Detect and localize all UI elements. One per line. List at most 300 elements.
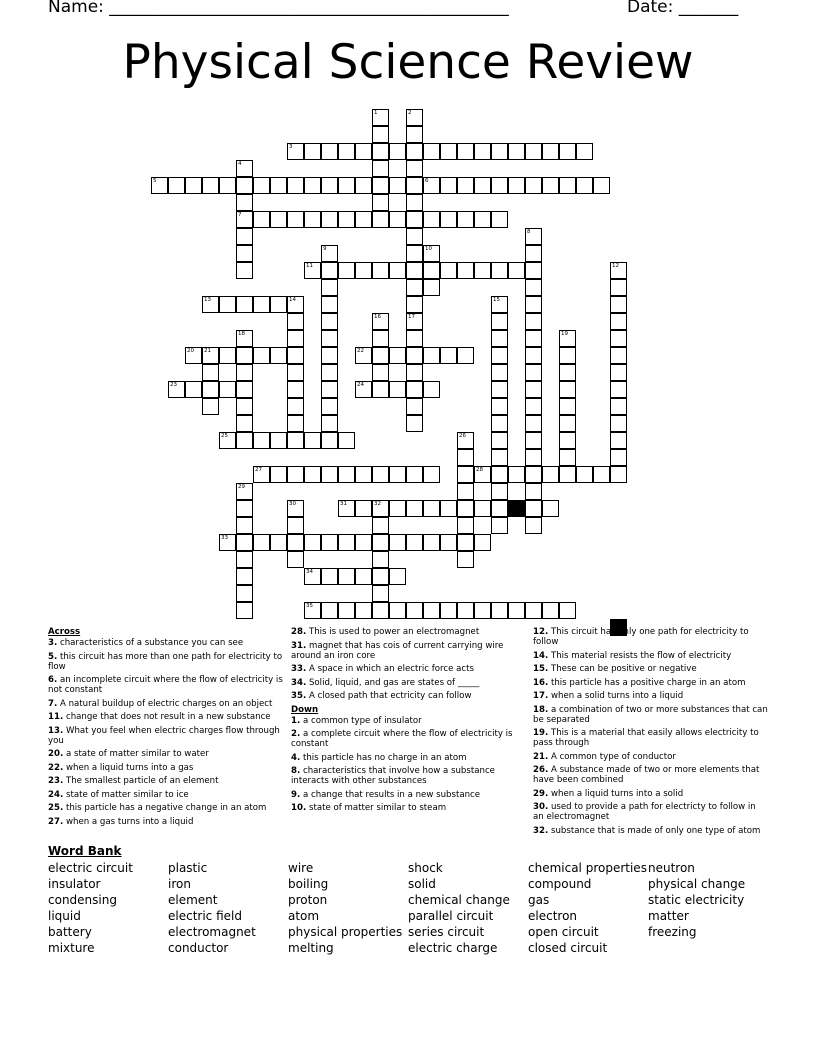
grid-cell[interactable] bbox=[440, 211, 457, 228]
grid-cell[interactable] bbox=[372, 585, 389, 602]
grid-cell[interactable] bbox=[372, 262, 389, 279]
grid-cell[interactable] bbox=[321, 245, 338, 262]
grid-cell[interactable] bbox=[491, 449, 508, 466]
grid-cell[interactable] bbox=[406, 500, 423, 517]
grid-cell[interactable] bbox=[610, 313, 627, 330]
grid-cell[interactable] bbox=[236, 568, 253, 585]
grid-cell[interactable] bbox=[406, 177, 423, 194]
grid-cell[interactable] bbox=[355, 177, 372, 194]
grid-cell[interactable] bbox=[321, 296, 338, 313]
grid-cell[interactable] bbox=[287, 364, 304, 381]
grid-cell[interactable] bbox=[440, 177, 457, 194]
grid-cell[interactable] bbox=[423, 534, 440, 551]
grid-cell[interactable] bbox=[304, 466, 321, 483]
grid-cell[interactable] bbox=[491, 347, 508, 364]
grid-cell[interactable] bbox=[236, 194, 253, 211]
grid-cell[interactable] bbox=[508, 143, 525, 160]
grid-cell[interactable] bbox=[338, 466, 355, 483]
grid-cell[interactable] bbox=[236, 398, 253, 415]
grid-cell[interactable] bbox=[372, 517, 389, 534]
grid-cell[interactable] bbox=[559, 432, 576, 449]
grid-cell[interactable] bbox=[372, 364, 389, 381]
grid-cell[interactable] bbox=[440, 347, 457, 364]
grid-cell[interactable] bbox=[406, 126, 423, 143]
grid-cell[interactable] bbox=[355, 466, 372, 483]
grid-cell[interactable] bbox=[406, 347, 423, 364]
grid-cell[interactable] bbox=[287, 415, 304, 432]
grid-cell[interactable] bbox=[321, 347, 338, 364]
grid-cell[interactable] bbox=[525, 228, 542, 245]
grid-cell[interactable] bbox=[270, 211, 287, 228]
name-field[interactable]: Name: _______________________________________________ bbox=[48, 0, 509, 17]
grid-cell[interactable] bbox=[355, 381, 372, 398]
grid-cell[interactable] bbox=[457, 143, 474, 160]
grid-cell[interactable] bbox=[508, 602, 525, 619]
grid-cell[interactable] bbox=[474, 211, 491, 228]
grid-cell[interactable] bbox=[491, 415, 508, 432]
grid-cell[interactable] bbox=[457, 449, 474, 466]
grid-cell[interactable] bbox=[542, 500, 559, 517]
grid-cell[interactable] bbox=[406, 262, 423, 279]
grid-cell[interactable] bbox=[287, 534, 304, 551]
grid-cell[interactable] bbox=[525, 364, 542, 381]
grid-cell[interactable] bbox=[423, 466, 440, 483]
grid-cell[interactable] bbox=[491, 500, 508, 517]
grid-cell[interactable] bbox=[457, 602, 474, 619]
grid-cell[interactable] bbox=[542, 143, 559, 160]
grid-cell[interactable] bbox=[219, 296, 236, 313]
grid-cell[interactable] bbox=[423, 211, 440, 228]
grid-cell[interactable] bbox=[236, 177, 253, 194]
grid-cell[interactable] bbox=[372, 160, 389, 177]
grid-cell[interactable] bbox=[236, 211, 253, 228]
grid-cell[interactable] bbox=[202, 381, 219, 398]
grid-cell[interactable] bbox=[474, 262, 491, 279]
grid-cell[interactable] bbox=[338, 568, 355, 585]
grid-cell[interactable] bbox=[236, 228, 253, 245]
grid-cell[interactable] bbox=[236, 483, 253, 500]
grid-cell[interactable] bbox=[236, 500, 253, 517]
grid-cell[interactable] bbox=[491, 143, 508, 160]
grid-cell[interactable] bbox=[525, 330, 542, 347]
grid-cell[interactable] bbox=[270, 296, 287, 313]
grid-cell[interactable] bbox=[491, 398, 508, 415]
grid-cell[interactable] bbox=[321, 364, 338, 381]
grid-cell[interactable] bbox=[253, 466, 270, 483]
grid-cell[interactable] bbox=[304, 534, 321, 551]
grid-cell[interactable] bbox=[406, 296, 423, 313]
grid-cell[interactable] bbox=[559, 398, 576, 415]
grid-cell[interactable] bbox=[423, 500, 440, 517]
grid-cell[interactable] bbox=[576, 177, 593, 194]
grid-cell[interactable] bbox=[372, 602, 389, 619]
grid-cell[interactable] bbox=[185, 347, 202, 364]
grid-cell[interactable] bbox=[423, 143, 440, 160]
grid-cell[interactable] bbox=[236, 364, 253, 381]
grid-cell[interactable] bbox=[304, 143, 321, 160]
grid-cell[interactable] bbox=[236, 551, 253, 568]
grid-cell[interactable] bbox=[321, 568, 338, 585]
grid-cell[interactable] bbox=[236, 415, 253, 432]
grid-cell[interactable] bbox=[542, 466, 559, 483]
grid-cell[interactable] bbox=[491, 381, 508, 398]
grid-cell[interactable] bbox=[321, 602, 338, 619]
grid-cell[interactable] bbox=[525, 347, 542, 364]
grid-cell[interactable] bbox=[355, 262, 372, 279]
grid-cell[interactable] bbox=[372, 126, 389, 143]
grid-cell[interactable] bbox=[610, 330, 627, 347]
grid-cell[interactable] bbox=[151, 177, 168, 194]
grid-cell[interactable] bbox=[457, 466, 474, 483]
grid-cell[interactable] bbox=[491, 432, 508, 449]
grid-cell[interactable] bbox=[287, 398, 304, 415]
grid-cell[interactable] bbox=[406, 279, 423, 296]
grid-cell[interactable] bbox=[491, 364, 508, 381]
grid-cell[interactable] bbox=[355, 143, 372, 160]
grid-cell[interactable] bbox=[525, 432, 542, 449]
grid-cell[interactable] bbox=[457, 534, 474, 551]
grid-cell[interactable] bbox=[423, 347, 440, 364]
grid-cell[interactable] bbox=[185, 177, 202, 194]
grid-cell[interactable] bbox=[525, 313, 542, 330]
grid-cell[interactable] bbox=[389, 143, 406, 160]
grid-cell[interactable] bbox=[236, 347, 253, 364]
grid-cell[interactable] bbox=[576, 466, 593, 483]
grid-cell[interactable] bbox=[508, 466, 525, 483]
grid-cell[interactable] bbox=[525, 500, 542, 517]
grid-cell[interactable] bbox=[474, 466, 491, 483]
grid-cell[interactable] bbox=[525, 466, 542, 483]
grid-cell[interactable] bbox=[406, 160, 423, 177]
grid-cell[interactable] bbox=[304, 262, 321, 279]
grid-cell[interactable] bbox=[236, 381, 253, 398]
grid-cell[interactable] bbox=[525, 245, 542, 262]
grid-cell[interactable] bbox=[559, 449, 576, 466]
grid-cell[interactable] bbox=[610, 296, 627, 313]
grid-cell[interactable] bbox=[559, 347, 576, 364]
grid-cell[interactable] bbox=[202, 347, 219, 364]
grid-cell[interactable] bbox=[406, 228, 423, 245]
grid-cell[interactable] bbox=[474, 534, 491, 551]
grid-cell[interactable] bbox=[219, 381, 236, 398]
grid-cell[interactable] bbox=[474, 177, 491, 194]
grid-cell[interactable] bbox=[525, 415, 542, 432]
grid-cell[interactable] bbox=[304, 568, 321, 585]
grid-cell[interactable] bbox=[338, 432, 355, 449]
grid-cell[interactable] bbox=[287, 466, 304, 483]
grid-cell[interactable] bbox=[287, 381, 304, 398]
grid-cell[interactable] bbox=[338, 602, 355, 619]
grid-cell[interactable] bbox=[304, 602, 321, 619]
grid-cell[interactable] bbox=[406, 398, 423, 415]
grid-cell[interactable] bbox=[525, 398, 542, 415]
grid-cell[interactable] bbox=[287, 500, 304, 517]
grid-cell[interactable] bbox=[491, 313, 508, 330]
grid-cell[interactable] bbox=[372, 551, 389, 568]
grid-cell[interactable] bbox=[287, 143, 304, 160]
grid-cell[interactable] bbox=[168, 177, 185, 194]
grid-cell[interactable] bbox=[389, 381, 406, 398]
grid-cell[interactable] bbox=[389, 262, 406, 279]
grid-cell[interactable] bbox=[372, 143, 389, 160]
grid-cell[interactable] bbox=[525, 296, 542, 313]
grid-cell[interactable] bbox=[270, 347, 287, 364]
grid-cell[interactable] bbox=[219, 432, 236, 449]
grid-cell[interactable] bbox=[406, 313, 423, 330]
grid-cell[interactable] bbox=[559, 415, 576, 432]
grid-cell[interactable] bbox=[474, 602, 491, 619]
grid-cell[interactable] bbox=[338, 177, 355, 194]
grid-cell[interactable] bbox=[389, 602, 406, 619]
grid-cell[interactable] bbox=[355, 347, 372, 364]
grid-cell[interactable] bbox=[576, 143, 593, 160]
grid-cell[interactable] bbox=[457, 500, 474, 517]
grid-cell[interactable] bbox=[406, 415, 423, 432]
grid-cell[interactable] bbox=[321, 313, 338, 330]
grid-cell[interactable] bbox=[610, 364, 627, 381]
grid-cell[interactable] bbox=[525, 143, 542, 160]
grid-cell[interactable] bbox=[372, 313, 389, 330]
grid-cell[interactable] bbox=[406, 534, 423, 551]
grid-cell[interactable] bbox=[491, 330, 508, 347]
grid-cell[interactable] bbox=[440, 143, 457, 160]
grid-cell[interactable] bbox=[406, 381, 423, 398]
grid-cell[interactable] bbox=[389, 568, 406, 585]
grid-cell[interactable] bbox=[593, 466, 610, 483]
grid-cell[interactable] bbox=[287, 330, 304, 347]
grid-cell[interactable] bbox=[389, 177, 406, 194]
grid-cell[interactable] bbox=[202, 177, 219, 194]
grid-cell[interactable] bbox=[338, 534, 355, 551]
grid-cell[interactable] bbox=[542, 602, 559, 619]
grid-cell[interactable] bbox=[525, 381, 542, 398]
grid-cell[interactable] bbox=[372, 568, 389, 585]
grid-cell[interactable] bbox=[236, 602, 253, 619]
grid-cell[interactable] bbox=[253, 296, 270, 313]
grid-cell[interactable] bbox=[321, 432, 338, 449]
grid-cell[interactable] bbox=[559, 466, 576, 483]
grid-cell[interactable] bbox=[372, 534, 389, 551]
grid-cell[interactable] bbox=[338, 262, 355, 279]
grid-cell[interactable] bbox=[423, 381, 440, 398]
grid-cell[interactable] bbox=[508, 177, 525, 194]
grid-cell[interactable] bbox=[287, 296, 304, 313]
grid-cell[interactable] bbox=[287, 432, 304, 449]
grid-cell[interactable] bbox=[355, 500, 372, 517]
grid-cell[interactable] bbox=[457, 432, 474, 449]
grid-cell[interactable] bbox=[219, 534, 236, 551]
grid-cell[interactable] bbox=[525, 483, 542, 500]
grid-cell[interactable] bbox=[610, 279, 627, 296]
grid-cell[interactable] bbox=[287, 517, 304, 534]
grid-cell[interactable] bbox=[236, 585, 253, 602]
grid-cell[interactable] bbox=[287, 211, 304, 228]
grid-cell[interactable] bbox=[423, 262, 440, 279]
grid-cell[interactable] bbox=[185, 381, 202, 398]
grid-cell[interactable] bbox=[321, 143, 338, 160]
grid-cell[interactable] bbox=[406, 211, 423, 228]
grid-cell[interactable] bbox=[440, 262, 457, 279]
grid-cell[interactable] bbox=[202, 364, 219, 381]
grid-cell[interactable] bbox=[610, 398, 627, 415]
grid-cell[interactable] bbox=[542, 177, 559, 194]
grid-cell[interactable] bbox=[406, 466, 423, 483]
grid-cell[interactable] bbox=[559, 177, 576, 194]
grid-cell[interactable] bbox=[389, 534, 406, 551]
grid-cell[interactable] bbox=[236, 160, 253, 177]
grid-cell[interactable] bbox=[219, 347, 236, 364]
grid-cell[interactable] bbox=[321, 466, 338, 483]
grid-cell[interactable] bbox=[406, 109, 423, 126]
grid-cell[interactable] bbox=[457, 483, 474, 500]
grid-cell[interactable] bbox=[372, 330, 389, 347]
grid-cell[interactable] bbox=[355, 534, 372, 551]
grid-cell[interactable] bbox=[236, 534, 253, 551]
grid-cell[interactable] bbox=[321, 262, 338, 279]
grid-cell[interactable] bbox=[355, 568, 372, 585]
grid-cell[interactable] bbox=[457, 551, 474, 568]
grid-cell[interactable] bbox=[457, 211, 474, 228]
date-field[interactable]: Date: _______ bbox=[627, 0, 739, 17]
grid-cell[interactable] bbox=[406, 245, 423, 262]
grid-cell[interactable] bbox=[610, 466, 627, 483]
grid-cell[interactable] bbox=[253, 347, 270, 364]
grid-cell[interactable] bbox=[525, 449, 542, 466]
grid-cell[interactable] bbox=[440, 602, 457, 619]
grid-cell[interactable] bbox=[593, 177, 610, 194]
grid-cell[interactable] bbox=[236, 330, 253, 347]
grid-cell[interactable] bbox=[236, 296, 253, 313]
grid-cell[interactable] bbox=[321, 279, 338, 296]
grid-cell[interactable] bbox=[423, 602, 440, 619]
grid-cell[interactable] bbox=[491, 296, 508, 313]
grid-cell[interactable] bbox=[372, 466, 389, 483]
grid-cell[interactable] bbox=[202, 398, 219, 415]
grid-cell[interactable] bbox=[372, 194, 389, 211]
grid-cell[interactable] bbox=[321, 534, 338, 551]
grid-cell[interactable] bbox=[440, 534, 457, 551]
grid-cell[interactable] bbox=[321, 381, 338, 398]
grid-cell[interactable] bbox=[202, 296, 219, 313]
grid-cell[interactable] bbox=[559, 602, 576, 619]
grid-cell[interactable] bbox=[491, 177, 508, 194]
grid-cell[interactable] bbox=[389, 347, 406, 364]
grid-cell[interactable] bbox=[457, 517, 474, 534]
grid-cell[interactable] bbox=[389, 211, 406, 228]
grid-cell[interactable] bbox=[372, 211, 389, 228]
grid-cell[interactable] bbox=[389, 500, 406, 517]
grid-cell[interactable] bbox=[559, 143, 576, 160]
grid-cell[interactable] bbox=[321, 177, 338, 194]
grid-cell[interactable] bbox=[406, 194, 423, 211]
grid-cell[interactable] bbox=[253, 177, 270, 194]
grid-cell[interactable] bbox=[304, 432, 321, 449]
grid-cell[interactable] bbox=[406, 364, 423, 381]
grid-cell[interactable] bbox=[236, 517, 253, 534]
grid-cell[interactable] bbox=[440, 500, 457, 517]
grid-cell[interactable] bbox=[423, 279, 440, 296]
grid-cell[interactable] bbox=[270, 432, 287, 449]
grid-cell[interactable] bbox=[321, 330, 338, 347]
grid-cell[interactable] bbox=[219, 177, 236, 194]
grid-cell[interactable] bbox=[287, 551, 304, 568]
grid-cell[interactable] bbox=[287, 177, 304, 194]
grid-cell[interactable] bbox=[372, 347, 389, 364]
grid-cell[interactable] bbox=[406, 602, 423, 619]
grid-cell[interactable] bbox=[491, 211, 508, 228]
grid-cell[interactable] bbox=[253, 211, 270, 228]
grid-cell[interactable] bbox=[304, 177, 321, 194]
grid-cell[interactable] bbox=[253, 534, 270, 551]
grid-cell[interactable] bbox=[355, 211, 372, 228]
grid-cell[interactable] bbox=[338, 500, 355, 517]
grid-cell[interactable] bbox=[372, 109, 389, 126]
grid-cell[interactable] bbox=[525, 262, 542, 279]
grid-cell[interactable] bbox=[355, 602, 372, 619]
grid-cell[interactable] bbox=[457, 177, 474, 194]
grid-cell[interactable] bbox=[236, 432, 253, 449]
grid-cell[interactable] bbox=[525, 177, 542, 194]
grid-cell[interactable] bbox=[372, 177, 389, 194]
grid-cell[interactable] bbox=[559, 364, 576, 381]
grid-cell[interactable] bbox=[610, 449, 627, 466]
grid-cell[interactable] bbox=[270, 534, 287, 551]
grid-cell[interactable] bbox=[610, 347, 627, 364]
grid-cell[interactable] bbox=[304, 211, 321, 228]
grid-cell[interactable] bbox=[423, 177, 440, 194]
grid-cell[interactable] bbox=[321, 211, 338, 228]
grid-cell[interactable] bbox=[168, 381, 185, 398]
grid-cell[interactable] bbox=[270, 177, 287, 194]
grid-cell[interactable] bbox=[236, 262, 253, 279]
grid-cell[interactable] bbox=[338, 143, 355, 160]
grid-cell[interactable] bbox=[270, 466, 287, 483]
grid-cell[interactable] bbox=[287, 313, 304, 330]
grid-cell[interactable] bbox=[525, 602, 542, 619]
grid-cell[interactable] bbox=[457, 262, 474, 279]
grid-cell[interactable] bbox=[491, 517, 508, 534]
grid-cell[interactable] bbox=[559, 330, 576, 347]
grid-cell[interactable] bbox=[491, 262, 508, 279]
grid-cell[interactable] bbox=[423, 245, 440, 262]
grid-cell[interactable] bbox=[236, 245, 253, 262]
grid-cell[interactable] bbox=[508, 262, 525, 279]
grid-cell[interactable] bbox=[491, 602, 508, 619]
grid-cell[interactable] bbox=[474, 143, 491, 160]
grid-cell[interactable] bbox=[610, 415, 627, 432]
grid-cell[interactable] bbox=[406, 143, 423, 160]
grid-cell[interactable] bbox=[525, 279, 542, 296]
grid-cell[interactable] bbox=[372, 381, 389, 398]
grid-cell[interactable] bbox=[610, 262, 627, 279]
grid-cell[interactable] bbox=[559, 381, 576, 398]
grid-cell[interactable] bbox=[610, 381, 627, 398]
grid-cell[interactable] bbox=[389, 466, 406, 483]
grid-cell[interactable] bbox=[372, 500, 389, 517]
grid-cell[interactable] bbox=[406, 330, 423, 347]
grid-cell[interactable] bbox=[491, 483, 508, 500]
grid-cell[interactable] bbox=[253, 432, 270, 449]
grid-cell[interactable] bbox=[491, 466, 508, 483]
grid-cell[interactable] bbox=[287, 347, 304, 364]
grid-cell[interactable] bbox=[321, 398, 338, 415]
grid-cell[interactable] bbox=[338, 211, 355, 228]
grid-cell[interactable] bbox=[610, 432, 627, 449]
grid-cell[interactable] bbox=[525, 517, 542, 534]
grid-cell[interactable] bbox=[457, 347, 474, 364]
grid-cell[interactable] bbox=[321, 415, 338, 432]
grid-cell[interactable] bbox=[474, 500, 491, 517]
